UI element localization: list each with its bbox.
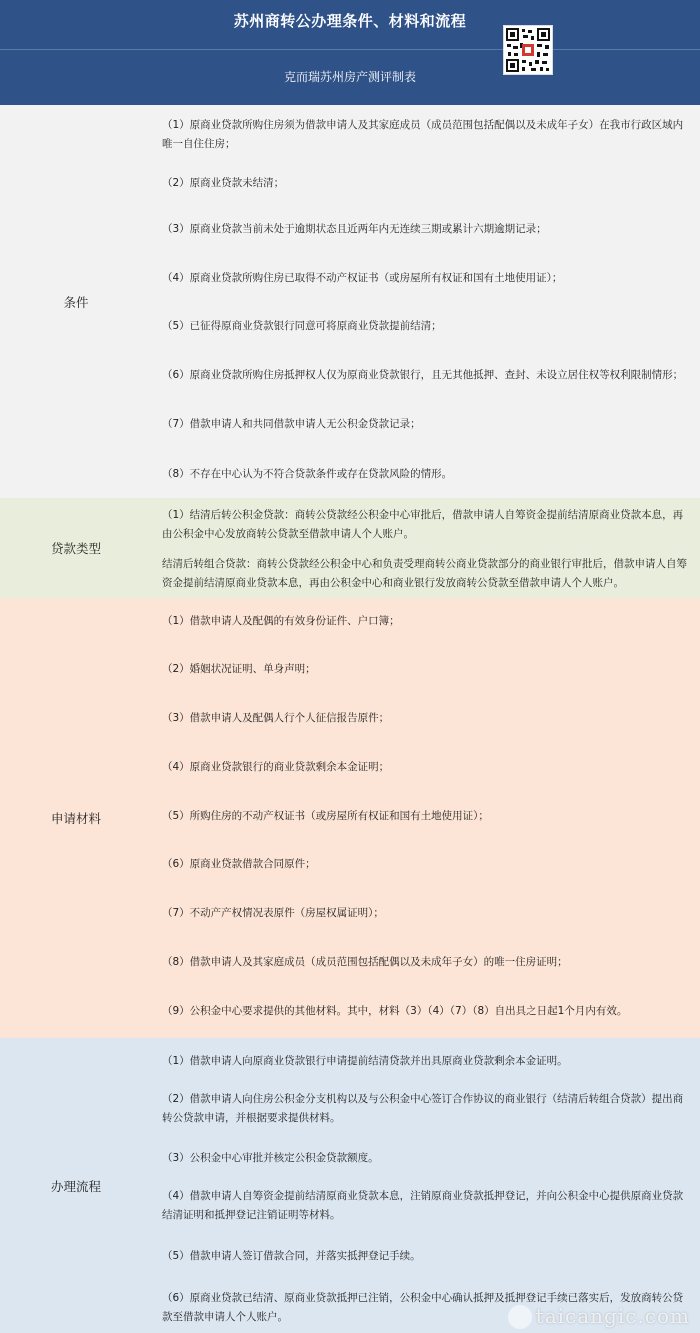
conditions-section: [0, 105, 700, 498]
qr-code-icon[interactable]: [503, 25, 553, 75]
process-step: （2）借款申请人向住房公积金分支机构以及与公积金中心签订合作协议的商业银行（结清后转组合贷款）提出商转公贷款申请，并根据要求提供材料。: [162, 1093, 684, 1124]
watermark-logo-icon: [508, 1305, 532, 1329]
material-item: （4）原商业贷款银行的商业贷款剩余本金证明；: [162, 761, 390, 773]
process-step: （4）借款申请人自筹资金提前结清原商业贷款本息，注销原商业贷款抵押登记，并向公积金中心提供原商业贷款结清证明和抵押登记注销证明等材料。: [162, 1190, 684, 1221]
material-item: （5）所购住房的不动产权证书（或房屋所有权证和国有土地使用证）；: [162, 810, 489, 822]
condition-item: （2）原商业贷款未结清；: [162, 177, 285, 189]
process-step: （5）借款申请人签订借款合同，并落实抵押登记手续。: [162, 1250, 421, 1262]
condition-item: （7）借款申请人和共同借款申请人无公积金贷款记录；: [162, 418, 421, 430]
material-item: （2）婚姻状况证明、单身声明；: [162, 663, 316, 675]
process-step: （3）公积金中心审批并核定公积金贷款额度。: [162, 1152, 379, 1164]
loan-type-item: 结清后转组合贷款：商转公贷款经公积金中心和负责受理商转公商业贷款部分的商业银行审批后，借款申请人自筹资金提前结清原商业贷款本息，再由公积金中心和商业银行发放商转公贷款至借款申请人个人账户。: [162, 558, 687, 589]
condition-item: （4）原商业贷款所购住房已取得不动产权证书（或房屋所有权证和国有土地使用证）；: [162, 272, 563, 284]
condition-item: （8）不存在中心认为不符合贷款条件或存在贷款风险的情形。: [162, 468, 453, 480]
material-item: （3）借款申请人及配偶人行个人征信报告原件；: [162, 712, 390, 724]
process-label: 办理流程: [50, 1178, 101, 1194]
material-item: （8）借款申请人及其家庭成员（成员范围包括配偶以及未成年子女）的唯一住房证明；: [162, 956, 568, 968]
material-item: （7）不动产产权情况表原件（房屋权属证明）；: [162, 907, 384, 919]
watermark-text: taicangic.com: [535, 1303, 690, 1328]
material-item: （6）原商业贷款借款合同原件；: [162, 858, 316, 870]
condition-item: （1）原商业贷款所购住房须为借款申请人及其家庭成员（成员范围包括配偶以及未成年子女）在我市行政区域内唯一自住住房；: [162, 119, 684, 150]
condition-item: （6）原商业贷款所购住房抵押权人仅为原商业贷款银行，且无其他抵押、查封、未设立居住权等权利限制情形；: [162, 369, 684, 381]
qr-code-graphic: [504, 26, 552, 74]
process-section: [0, 1038, 700, 1333]
page-title: 苏州商转公办理条件、材料和流程: [233, 12, 467, 30]
loan-types-label: 贷款类型: [50, 541, 101, 556]
site-watermark: [508, 1304, 690, 1330]
loan-types-section: [0, 498, 700, 598]
material-item: （1）借款申请人及配偶的有效身份证件、户口簿；: [162, 615, 400, 627]
condition-item: （3）原商业贷款当前未处于逾期状态且近两年内无连续三期或累计六期逾期记录；: [162, 223, 547, 235]
process-step: （1）借款申请人向原商业贷款银行申请提前结清贷款并出具原商业贷款剩余本金证明。: [162, 1055, 568, 1067]
page-subtitle: 克而瑞苏州房产测评制表: [283, 70, 416, 84]
conditions-label: 条件: [63, 294, 89, 310]
materials-label: 申请材料: [50, 811, 101, 826]
material-item: （9）公积金中心要求提供的其他材料。其中，材料（3）（4）（7）（8）自出具之日起1个月内有效。: [162, 1005, 628, 1017]
materials-section: [0, 598, 700, 1038]
page-header: [0, 0, 700, 105]
loan-type-item: （1）结清后转公积金贷款：商转公贷款经公积金中心审批后，借款申请人自筹资金提前结清原商业贷款本息，再由公积金中心发放商转公贷款至借款申请人个人账户。: [162, 509, 684, 540]
condition-item: （5）已征得原商业贷款银行同意可将原商业贷款提前结清；: [162, 320, 442, 332]
process-step: （6）原商业贷款已结清、原商业贷款抵押已注销，公积金中心确认抵押及抵押登记手续已落实后，发放商转公贷款至借款申请人个人账户。: [162, 1292, 684, 1323]
header-divider: [0, 49, 700, 50]
